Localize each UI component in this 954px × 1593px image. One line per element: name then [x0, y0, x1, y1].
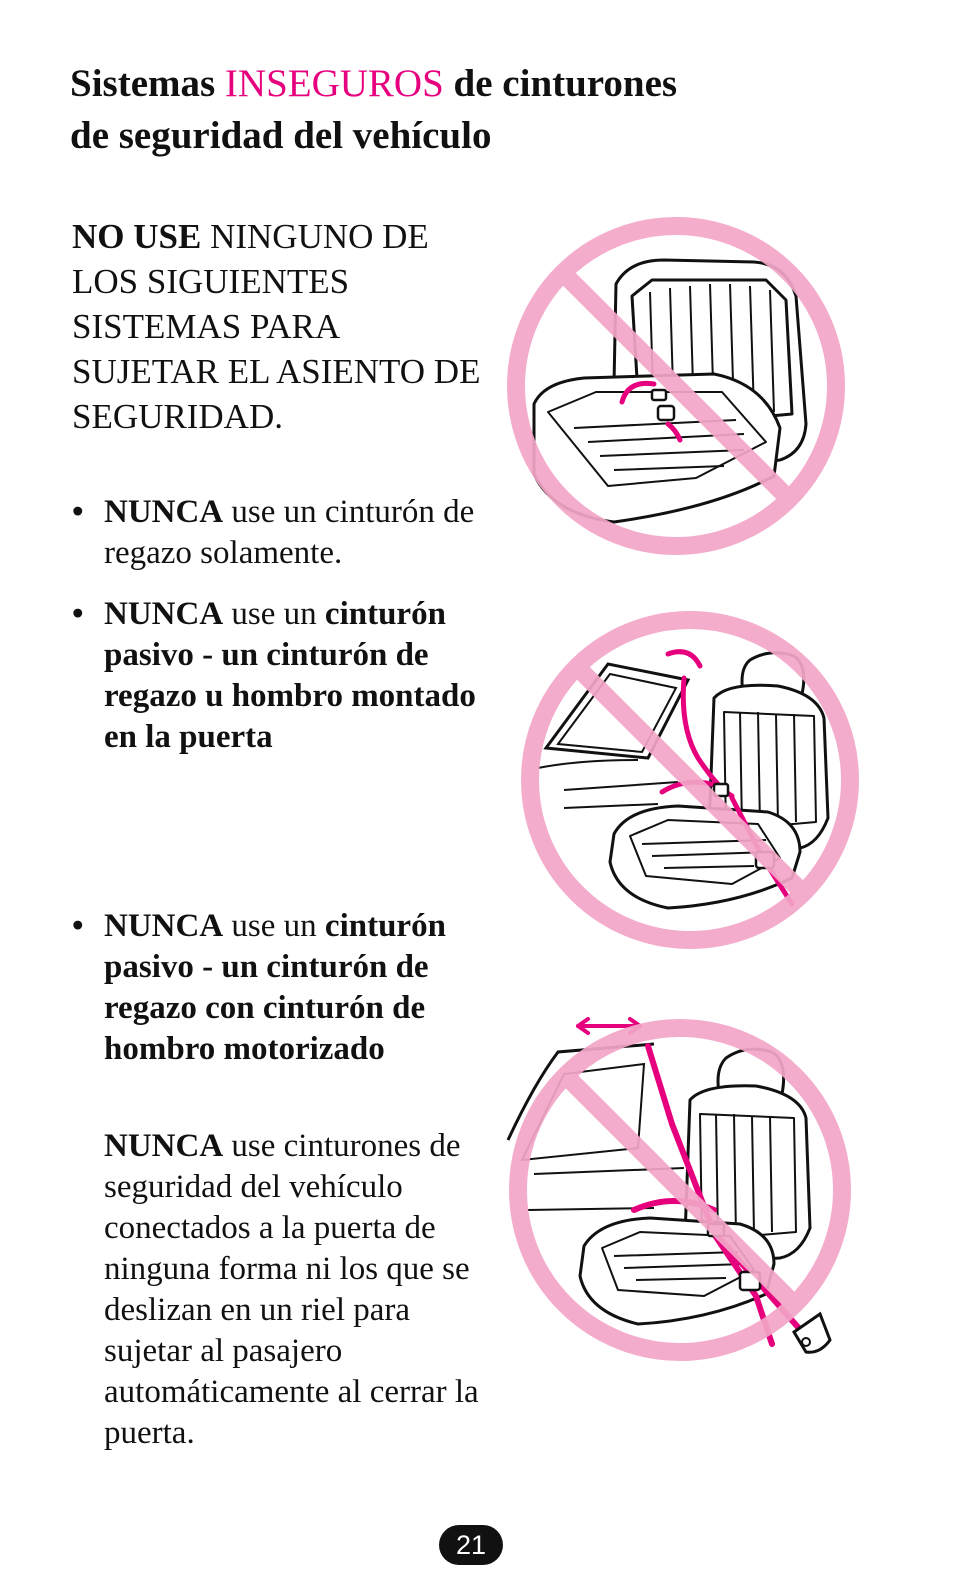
bullet-bold: NUNCA [104, 596, 224, 632]
bullet-bold2: cinturón pasivo - un cinturón de regazo con cinturón de hombro motorizado [104, 908, 446, 1067]
bullet-text [104, 906, 494, 1070]
bullet-marker: • [72, 596, 84, 632]
intro-bold: NO USE [72, 217, 202, 256]
bullet-rest: use un [223, 596, 325, 632]
intro-text [72, 214, 492, 439]
door-mounted-belt-illustration [518, 608, 862, 952]
bullet-bold: NUNCA [104, 494, 224, 530]
car-seat-icon [610, 653, 828, 908]
bullet-bold: NUNCA [104, 908, 224, 944]
page-number: 21 [439, 1525, 503, 1565]
bullet-text [104, 594, 494, 758]
bullet-marker: • [72, 494, 84, 530]
page-title [70, 58, 910, 162]
bullet-bold2: cinturón pasivo - un cinturón de regazo u hombro montado en la puerta [104, 596, 476, 755]
title-part1: Sistemas [70, 62, 225, 105]
door-belt-note [104, 1126, 484, 1454]
bullet-text [104, 492, 494, 574]
bullet-marker: • [72, 908, 84, 944]
title-line2: de seguridad del vehículo [70, 114, 492, 157]
motorized-belt-illustration [504, 1014, 856, 1366]
note-rest: use cinturones de seguridad del vehículo conectados a la puerta de ninguna forma ni los que se deslizan en un riel para sujetar al pasajero automáticamente al cerrar la puerta. [104, 1128, 479, 1451]
bullet-rest: use un [223, 908, 325, 944]
intro-rest: NINGUNO DE LOS SIGUIENTES SISTEMAS PARA SUJETAR EL ASIENTO DE SEGURIDAD. [72, 217, 481, 436]
title-part2: de cinturones [443, 62, 678, 105]
title-accent: INSEGUROS [224, 62, 444, 105]
note-bold: NUNCA [104, 1128, 224, 1164]
lap-belt-illustration [504, 214, 848, 558]
bullet-rest: use un cinturón de regazo solamente. [104, 494, 475, 571]
